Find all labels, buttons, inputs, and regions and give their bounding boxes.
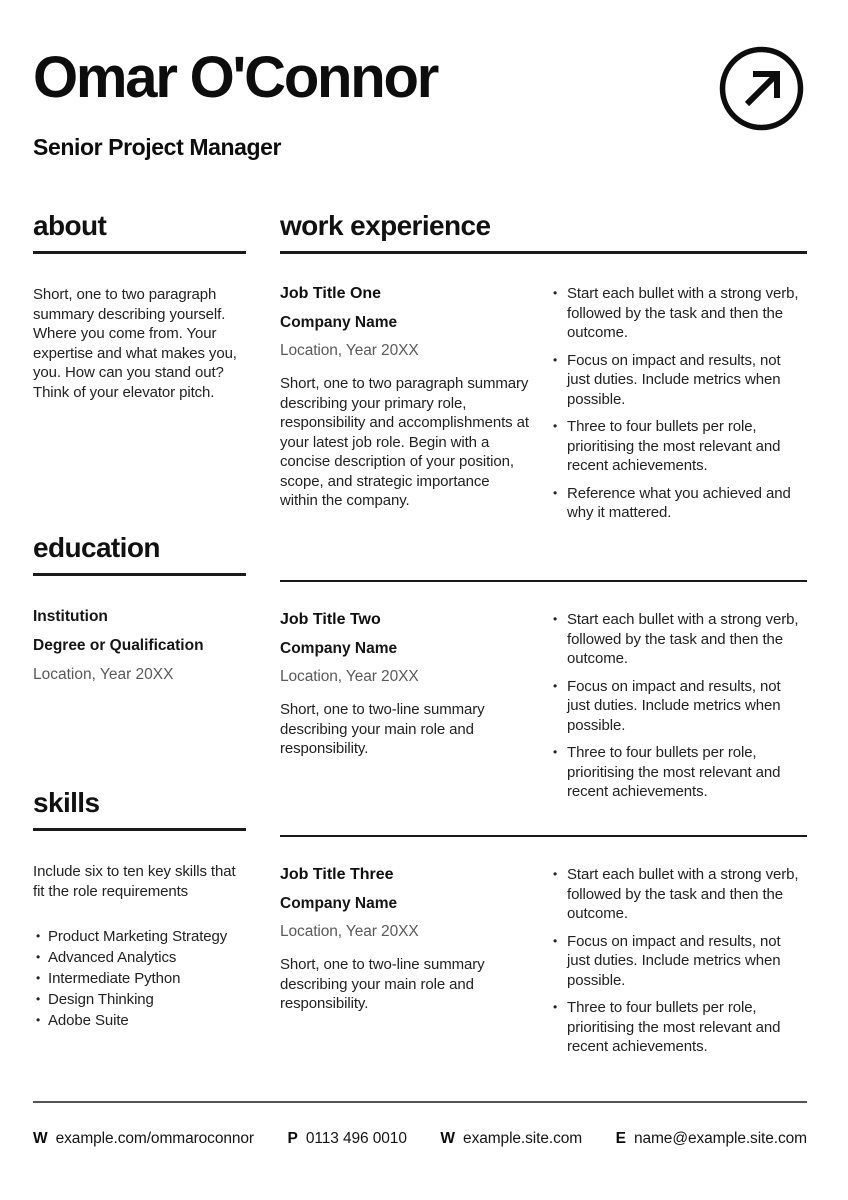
- job-1-details: [280, 284, 530, 531]
- about-rule: [33, 251, 246, 254]
- job-bullet: • Focus on impact and results, not just duties. Include metrics when possible.: [553, 351, 807, 410]
- education-location: Location, Year 20XX: [33, 666, 174, 683]
- work-rule: [280, 251, 807, 254]
- contact-label: P: [287, 1130, 298, 1147]
- contact-website-personal: [33, 1130, 254, 1148]
- job-2-details: [280, 610, 530, 810]
- job-title: Job Title Three: [280, 866, 394, 883]
- job-bullet: • Start each bullet with a strong verb, followed by the task and then the outcome.: [553, 865, 807, 924]
- skills-rule: [33, 828, 246, 831]
- skill-item: • Product Marketing Strategy: [33, 926, 246, 947]
- contact-footer: [33, 1101, 807, 1148]
- contact-website-site: [440, 1130, 582, 1148]
- job-company: Company Name: [280, 640, 398, 657]
- section-about: [33, 210, 246, 402]
- skill-item: • Advanced Analytics: [33, 947, 246, 968]
- contact-value: 0113 496 0010: [305, 1130, 407, 1147]
- work-heading: work experience: [280, 210, 491, 241]
- skill-item: • Intermediate Python: [33, 968, 246, 989]
- job-3-bullets: [553, 865, 807, 1065]
- contact-label: W: [33, 1130, 48, 1147]
- section-education: [33, 532, 246, 685]
- job-bullet: • Three to four bullets per role, prioritising the most relevant and recent achievements.: [553, 998, 807, 1057]
- job-summary: Short, one to two-line summary describing your main role and responsibility.: [280, 701, 485, 757]
- job-separator: [280, 580, 807, 582]
- job-bullet: • Three to four bullets per role, prioritising the most relevant and recent achievements.: [553, 743, 807, 802]
- job-location: Location, Year 20XX: [280, 923, 419, 940]
- job-3-details: [280, 865, 530, 1065]
- skills-list: [33, 926, 246, 1031]
- contact-phone: [288, 1130, 407, 1148]
- job-entry-1: [280, 284, 807, 531]
- skill-item: • Design Thinking: [33, 989, 246, 1010]
- skills-intro: Include six to ten key skills that fit the role requirements: [33, 863, 236, 900]
- contact-value: name@example.site.com: [633, 1130, 807, 1147]
- job-separator: [280, 835, 807, 837]
- contact-value: example.com/ommaroconnor: [55, 1130, 254, 1147]
- job-bullet: • Focus on impact and results, not just duties. Include metrics when possible.: [553, 677, 807, 736]
- skills-heading: skills: [33, 787, 100, 818]
- job-company: Company Name: [280, 314, 398, 331]
- job-title: Job Title One: [280, 285, 382, 302]
- job-1-bullets: [553, 284, 807, 531]
- job-company: Company Name: [280, 895, 398, 912]
- arrow-up-right-circle-icon[interactable]: [719, 46, 804, 131]
- education-degree: Degree or Qualification: [33, 637, 204, 654]
- section-work-experience: [280, 210, 807, 254]
- contact-label: E: [615, 1130, 626, 1147]
- person-name: Omar O'Connor: [33, 45, 438, 110]
- job-summary: Short, one to two paragraph summary describing your primary role, responsibility and accomplishments at your latest job role. Begin with a concise description of your position, scope, and strategic importance within the company.: [280, 375, 529, 509]
- job-2-bullets: [553, 610, 807, 810]
- section-skills: [33, 787, 246, 1031]
- person-role: Senior Project Manager: [33, 134, 282, 160]
- about-heading: about: [33, 210, 107, 241]
- job-summary: Short, one to two-line summary describing your main role and responsibility.: [280, 956, 485, 1012]
- contact-label: W: [440, 1130, 456, 1147]
- job-entry-2: [280, 580, 807, 810]
- education-institution: Institution: [33, 608, 108, 625]
- job-bullet: • Start each bullet with a strong verb, followed by the task and then the outcome.: [553, 610, 807, 669]
- contact-email: [616, 1130, 807, 1148]
- job-bullet: • Start each bullet with a strong verb, followed by the task and then the outcome.: [553, 284, 807, 343]
- job-bullet: • Three to four bullets per role, prioritising the most relevant and recent achievements.: [553, 417, 807, 476]
- job-bullet: • Focus on impact and results, not just duties. Include metrics when possible.: [553, 932, 807, 991]
- job-entry-3: [280, 835, 807, 1065]
- contact-value: example.site.com: [463, 1130, 583, 1147]
- skill-item: • Adobe Suite: [33, 1010, 246, 1031]
- job-location: Location, Year 20XX: [280, 342, 419, 359]
- about-text: Short, one to two paragraph summary describing yourself. Where you come from. Your expertise and what makes you, you. How can you stand out? Think of your elevator pitch.: [33, 286, 237, 401]
- job-location: Location, Year 20XX: [280, 668, 419, 685]
- job-bullet: • Reference what you achieved and why it mattered.: [553, 484, 807, 523]
- job-title: Job Title Two: [280, 611, 381, 628]
- education-heading: education: [33, 532, 160, 563]
- education-rule: [33, 573, 246, 576]
